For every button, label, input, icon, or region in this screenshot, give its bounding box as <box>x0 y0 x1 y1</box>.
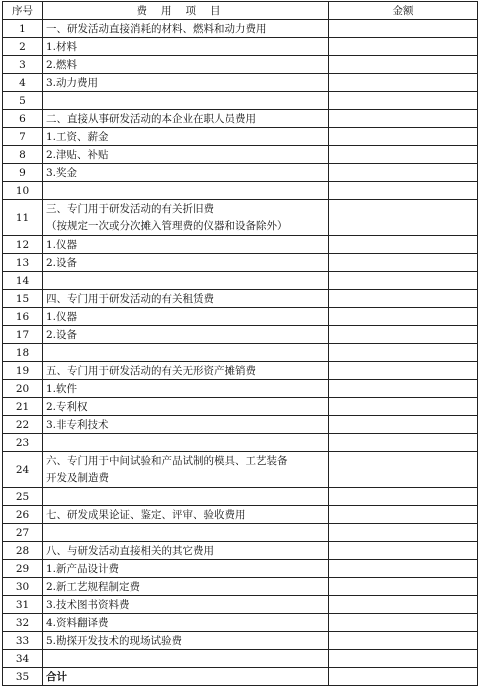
amount-cell[interactable] <box>329 668 478 686</box>
amount-cell[interactable] <box>329 182 478 200</box>
table-row <box>3 632 478 650</box>
expense-item <box>43 182 329 200</box>
table-row <box>3 578 478 596</box>
rd-expense-table <box>2 1 478 686</box>
amount-cell[interactable] <box>329 110 478 128</box>
table-row <box>3 434 478 452</box>
row-number: 23 <box>3 434 43 452</box>
amount-cell[interactable] <box>329 290 478 308</box>
row-number: 32 <box>3 614 43 632</box>
amount-cell[interactable] <box>329 236 478 254</box>
amount-cell[interactable] <box>329 488 478 506</box>
table-row <box>3 488 478 506</box>
table-row <box>3 398 478 416</box>
row-number: 8 <box>3 146 43 164</box>
row-number: 30 <box>3 578 43 596</box>
table-row <box>3 272 478 290</box>
row-number: 3 <box>3 56 43 74</box>
amount-cell[interactable] <box>329 200 478 236</box>
expense-item: 八、与研发活动直接相关的其它费用 <box>43 542 329 560</box>
amount-cell[interactable] <box>329 452 478 488</box>
amount-cell[interactable] <box>329 308 478 326</box>
amount-cell[interactable] <box>329 398 478 416</box>
expense-item: 1.新产品设计费 <box>43 560 329 578</box>
expense-item <box>43 92 329 110</box>
table-row <box>3 38 478 56</box>
row-number: 4 <box>3 74 43 92</box>
row-number: 31 <box>3 596 43 614</box>
amount-cell[interactable] <box>329 506 478 524</box>
expense-item: 3.奖金 <box>43 164 329 182</box>
row-number: 16 <box>3 308 43 326</box>
expense-item: 2.新工艺规程制定费 <box>43 578 329 596</box>
row-number: 6 <box>3 110 43 128</box>
amount-cell[interactable] <box>329 632 478 650</box>
expense-item: 3.技术图书资料费 <box>43 596 329 614</box>
row-number: 19 <box>3 362 43 380</box>
expense-item <box>43 434 329 452</box>
table-row <box>3 416 478 434</box>
row-number: 1 <box>3 20 43 38</box>
row-number: 33 <box>3 632 43 650</box>
amount-cell[interactable] <box>329 560 478 578</box>
amount-cell[interactable] <box>329 254 478 272</box>
expense-item <box>43 272 329 290</box>
row-number: 13 <box>3 254 43 272</box>
table-row <box>3 344 478 362</box>
expense-item-line: 开发及制造费 <box>46 471 109 484</box>
table-row <box>3 182 478 200</box>
row-number: 27 <box>3 524 43 542</box>
table-row <box>3 254 478 272</box>
row-number: 17 <box>3 326 43 344</box>
expense-item: 1.工资、薪金 <box>43 128 329 146</box>
amount-cell[interactable] <box>329 38 478 56</box>
expense-item: 5.勘探开发技术的现场试验费 <box>43 632 329 650</box>
amount-cell[interactable] <box>329 344 478 362</box>
expense-item <box>43 524 329 542</box>
amount-cell[interactable] <box>329 434 478 452</box>
amount-cell[interactable] <box>329 20 478 38</box>
table-row <box>3 452 478 488</box>
row-number: 28 <box>3 542 43 560</box>
expense-item: 1.仪器 <box>43 308 329 326</box>
expense-item: 七、研发成果论证、鉴定、评审、验收费用 <box>43 506 329 524</box>
amount-cell[interactable] <box>329 650 478 668</box>
row-number: 35 <box>3 668 43 686</box>
header-no: 序号 <box>3 2 43 20</box>
row-number: 15 <box>3 290 43 308</box>
expense-item <box>43 200 329 236</box>
expense-item: 一、研发活动直接消耗的材料、燃料和动力费用 <box>43 20 329 38</box>
expense-item-line: 三、专门用于研发活动的有关折旧费 <box>46 202 214 215</box>
table-row <box>3 542 478 560</box>
expense-item: 4.资料翻译费 <box>43 614 329 632</box>
table-row <box>3 362 478 380</box>
amount-cell[interactable] <box>329 362 478 380</box>
amount-cell[interactable] <box>329 380 478 398</box>
row-number: 5 <box>3 92 43 110</box>
expense-item: 合计 <box>43 668 329 686</box>
table-row <box>3 74 478 92</box>
table-row <box>3 146 478 164</box>
header-amount: 金额 <box>329 2 478 20</box>
expense-item: 3.动力费用 <box>43 74 329 92</box>
table-body <box>3 20 478 686</box>
amount-cell[interactable] <box>329 56 478 74</box>
table-row <box>3 380 478 398</box>
table-row <box>3 164 478 182</box>
table-row <box>3 506 478 524</box>
table-row <box>3 326 478 344</box>
amount-cell[interactable] <box>329 326 478 344</box>
row-number: 11 <box>3 200 43 236</box>
expense-item: 1.软件 <box>43 380 329 398</box>
amount-cell[interactable] <box>329 596 478 614</box>
row-number: 2 <box>3 38 43 56</box>
expense-item <box>43 452 329 488</box>
amount-cell[interactable] <box>329 542 478 560</box>
table-row <box>3 236 478 254</box>
expense-item: 五、专门用于研发活动的有关无形资产摊销费 <box>43 362 329 380</box>
row-number: 18 <box>3 344 43 362</box>
table-row <box>3 110 478 128</box>
amount-cell[interactable] <box>329 164 478 182</box>
table-header-row <box>3 2 478 20</box>
expense-item: 四、专门用于研发活动的有关租赁费 <box>43 290 329 308</box>
row-number: 26 <box>3 506 43 524</box>
table-row <box>3 650 478 668</box>
table-row <box>3 92 478 110</box>
table-row <box>3 596 478 614</box>
expense-item <box>43 488 329 506</box>
row-number: 22 <box>3 416 43 434</box>
row-number: 29 <box>3 560 43 578</box>
amount-cell[interactable] <box>329 74 478 92</box>
table-row <box>3 128 478 146</box>
row-number: 25 <box>3 488 43 506</box>
amount-cell[interactable] <box>329 128 478 146</box>
expense-item: 1.材料 <box>43 38 329 56</box>
table-row <box>3 20 478 38</box>
expense-item: 2.津贴、补贴 <box>43 146 329 164</box>
table-row <box>3 56 478 74</box>
row-number: 14 <box>3 272 43 290</box>
table-row <box>3 200 478 236</box>
row-number: 24 <box>3 452 43 488</box>
amount-cell[interactable] <box>329 92 478 110</box>
row-number: 10 <box>3 182 43 200</box>
table-row <box>3 668 478 686</box>
table-row <box>3 290 478 308</box>
row-number: 9 <box>3 164 43 182</box>
expense-item-line: 六、专门用于中间试验和产品试制的模具、工艺装备 <box>46 454 288 467</box>
expense-item: 3.非专利技术 <box>43 416 329 434</box>
expense-item-line: （按规定一次或分次摊入管理费的仪器和设备除外） <box>46 219 288 232</box>
row-number: 12 <box>3 236 43 254</box>
table-row <box>3 308 478 326</box>
amount-cell[interactable] <box>329 614 478 632</box>
amount-cell[interactable] <box>329 272 478 290</box>
amount-cell[interactable] <box>329 416 478 434</box>
expense-item: 2.燃料 <box>43 56 329 74</box>
expense-item: 1.仪器 <box>43 236 329 254</box>
table-row <box>3 614 478 632</box>
expense-item <box>43 344 329 362</box>
amount-cell[interactable] <box>329 578 478 596</box>
table-row <box>3 524 478 542</box>
row-number: 7 <box>3 128 43 146</box>
header-item: 费用项目 <box>43 2 329 20</box>
expense-item <box>43 650 329 668</box>
expense-item: 二、直接从事研发活动的本企业在职人员费用 <box>43 110 329 128</box>
row-number: 34 <box>3 650 43 668</box>
amount-cell[interactable] <box>329 524 478 542</box>
expense-item: 2.专利权 <box>43 398 329 416</box>
row-number: 20 <box>3 380 43 398</box>
expense-item: 2.设备 <box>43 254 329 272</box>
row-number: 21 <box>3 398 43 416</box>
table-row <box>3 560 478 578</box>
expense-item: 2.设备 <box>43 326 329 344</box>
amount-cell[interactable] <box>329 146 478 164</box>
